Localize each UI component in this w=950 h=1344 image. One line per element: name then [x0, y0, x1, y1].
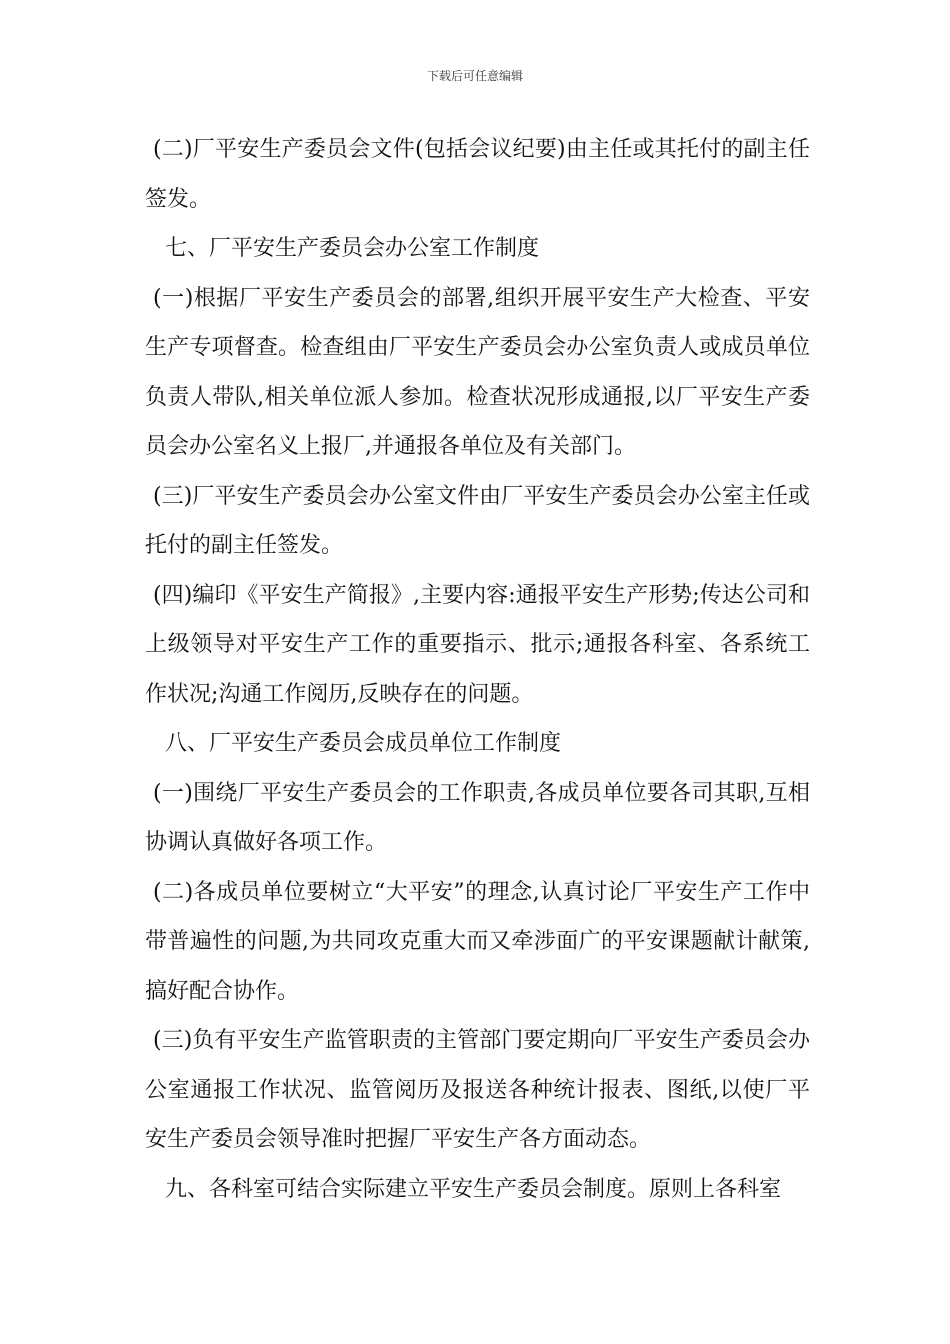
paragraph-8-1: (一)围绕厂平安生产委员会的工作职责,各成员单位要各司其职,互相协调认真做好各项工作。: [145, 780, 810, 855]
paragraph-7-4: (四)编印《平安生产简报》,主要内容:通报平安生产形势;传达公司和上级领导对平安生产工作的重要指示、批示;通报各科室、各系统工作状况;沟通工作阅历,反映存在的问题。: [145, 582, 810, 707]
paragraph-7-3: (三)厂平安生产委员会办公室文件由厂平安生产委员会办公室主任或托付的副主任签发。: [145, 483, 810, 558]
page-header: 下载后可任意编辑: [426, 69, 523, 83]
document-body: [145, 125, 810, 1214]
paragraph-2-signing: (二)厂平安生产委员会文件(包括会议纪要)由主任或其托付的副主任签发。: [145, 137, 810, 212]
paragraph-8-3: (三)负有平安生产监管职责的主管部门要定期向厂平安生产委员会办公室通报工作状况、监管阅历及报送各种统计报表、图纸,以使厂平安生产委员会领导准时把握厂平安生产各方面动态。: [145, 1028, 810, 1152]
section-heading-8: 八、厂平安生产委员会成员单位工作制度: [165, 731, 562, 756]
section-heading-9: 九、各科室可结合实际建立平安生产委员会制度。原则上各科室: [165, 1176, 782, 1202]
paragraph-7-1: (一)根据厂平安生产委员会的部署,组织开展平安生产大检查、平安生产专项督查。检查组由厂平安生产委员会办公室负责人或成员单位负责人带队,相关单位派人参加。检查状况形成通报,以厂平安生产委员会办公室名义上报厂,并通报各单位及有关部门。: [145, 285, 810, 459]
paragraph-8-2: (二)各成员单位要树立“大平安”的理念,认真讨论厂平安生产工作中带普遍性的问题,为共同攻克重大而又牵涉面广的平安课题献计献策,搞好配合协作。: [145, 879, 810, 1004]
section-heading-7: 七、厂平安生产委员会办公室工作制度: [165, 236, 540, 261]
